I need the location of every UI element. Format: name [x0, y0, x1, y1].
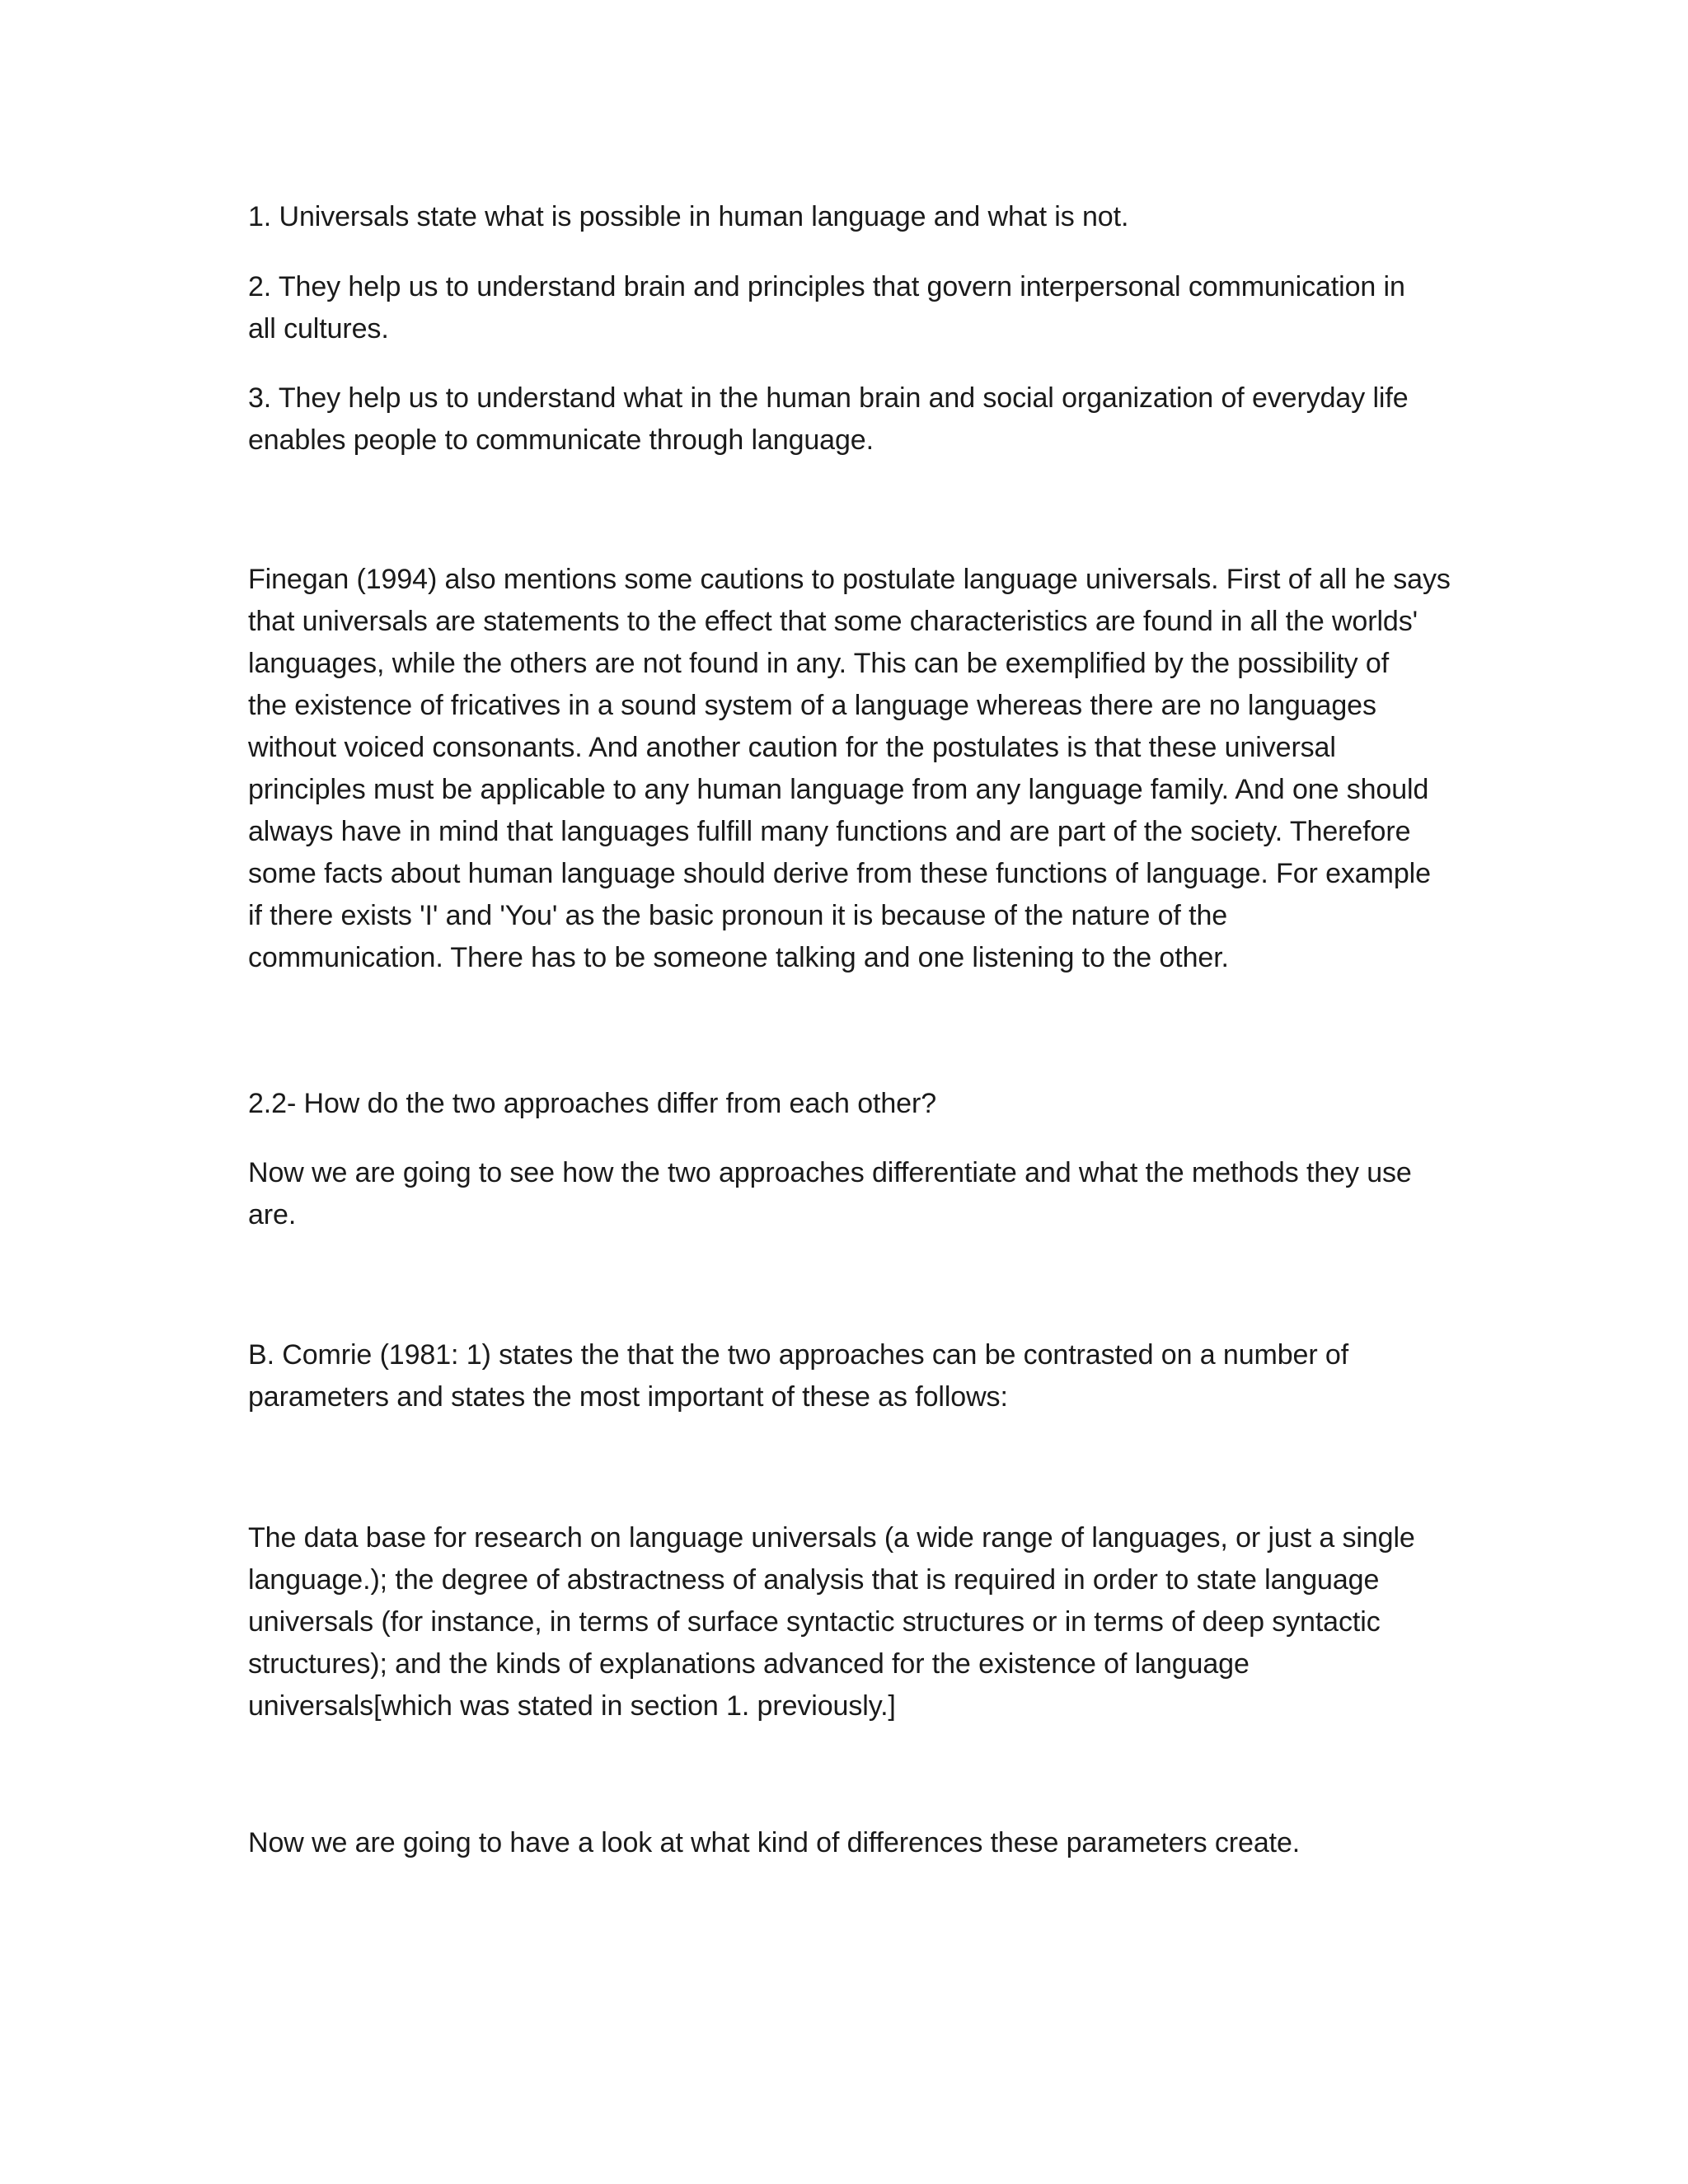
finegan-line-10: communication. There has to be someone talking and one listening to the other.	[248, 942, 1229, 973]
list-item-3-line-1: 3. They help us to understand what in the human brain and social organization of everyday life	[248, 382, 1409, 414]
database-paragraph	[248, 1517, 1451, 1727]
approaches-line-2: are.	[248, 1199, 297, 1230]
finegan-line-2: that universals are statements to the effect that some characteristics are found in all the worlds'	[248, 606, 1418, 637]
comrie-paragraph	[248, 1334, 1451, 1418]
database-line-3: universals (for instance, in terms of surface syntactic structures or in terms of deep syntactic	[248, 1606, 1381, 1638]
finegan-line-7: always have in mind that languages fulfill many functions and are part of the society. Therefore	[248, 816, 1411, 847]
list-item-1-line-1: 1. Universals state what is possible in human language and what is not.	[248, 201, 1129, 232]
database-line-2: language.); the degree of abstractness of analysis that is required in order to state language	[248, 1564, 1380, 1596]
finegan-line-5: without voiced consonants. And another caution for the postulates is that these universal	[248, 732, 1336, 763]
finegan-line-1: Finegan (1994) also mentions some cautions to postulate language universals. First of all he says	[248, 564, 1451, 595]
finegan-line-6: principles must be applicable to any human language from any language family. And one should	[248, 774, 1429, 805]
list-item-2	[248, 266, 1451, 350]
list-item-2-line-1: 2. They help us to understand brain and principles that govern interpersonal communication in	[248, 271, 1405, 302]
database-line-1: The data base for research on language universals (a wide range of languages, or just a single	[248, 1522, 1415, 1554]
finegan-line-9: if there exists 'I' and 'You' as the basic pronoun it is because of the nature of the	[248, 900, 1228, 931]
approaches-paragraph	[248, 1152, 1451, 1236]
comrie-line-1: B. Comrie (1981: 1) states the that the two approaches can be contrasted on a number of	[248, 1339, 1349, 1371]
section-heading-text: 2.2- How do the two approaches differ from each other?	[248, 1088, 937, 1119]
closing-line: Now we are going to have a look at what kind of differences these parameters create.	[248, 1827, 1301, 1858]
finegan-paragraph	[248, 559, 1451, 979]
database-line-5: universals[which was stated in section 1. previously.]	[248, 1690, 896, 1722]
database-line-4: structures); and the kinds of explanations advanced for the existence of language	[248, 1648, 1250, 1680]
comrie-line-2: parameters and states the most important of these as follows:	[248, 1381, 1008, 1413]
list-item-3-line-2: enables people to communicate through language.	[248, 424, 874, 456]
approaches-line-1: Now we are going to see how the two approaches differentiate and what the methods they use	[248, 1157, 1412, 1188]
closing-paragraph	[248, 1822, 1451, 1864]
list-item-1	[248, 196, 1451, 238]
list-item-2-line-2: all cultures.	[248, 313, 389, 344]
finegan-line-8: some facts about human language should derive from these functions of language. For example	[248, 858, 1431, 889]
finegan-line-4: the existence of fricatives in a sound system of a language whereas there are no languages	[248, 690, 1376, 721]
list-item-3	[248, 377, 1451, 462]
finegan-line-3: languages, while the others are not found in any. This can be exemplified by the possibility of	[248, 648, 1390, 679]
section-heading	[248, 1083, 1451, 1125]
